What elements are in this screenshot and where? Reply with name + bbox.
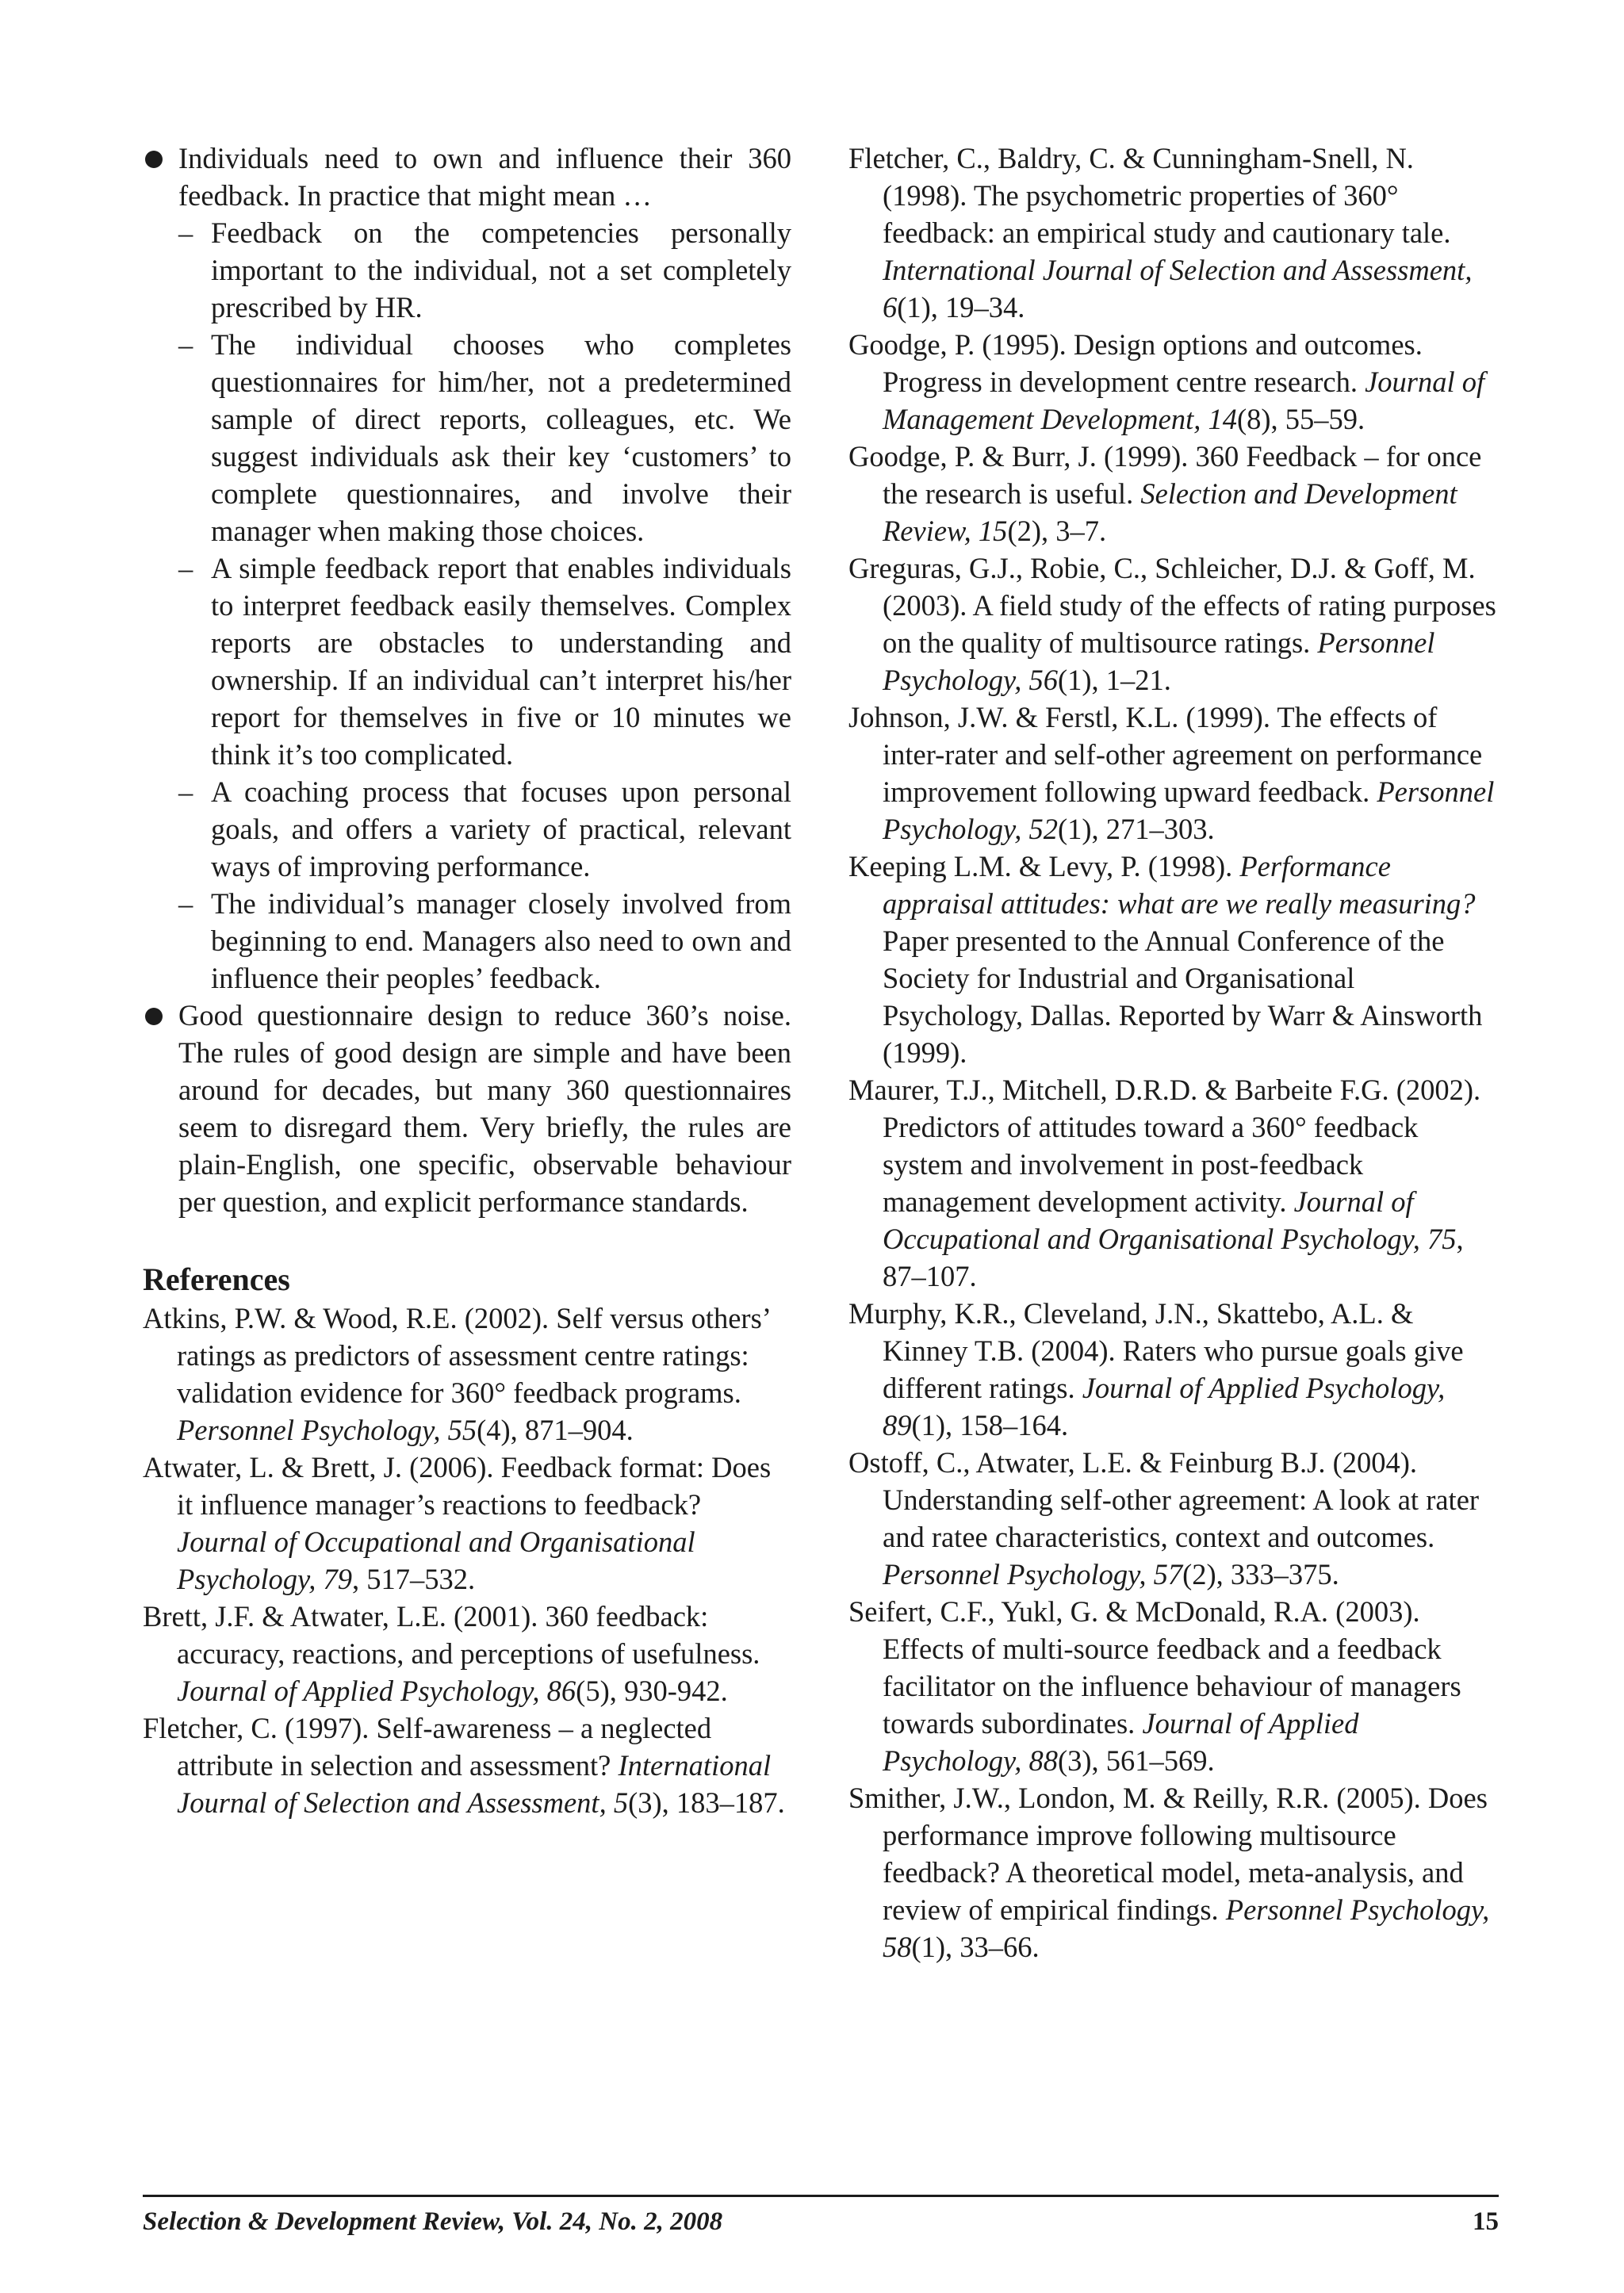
sub-item [143,214,791,326]
reference-text: Keeping L.M. & Levy, P. (1998). [848,850,1240,882]
reference-entry [848,326,1499,438]
reference-entry [848,848,1499,1071]
reference-entry [848,438,1499,549]
reference-source: Journal of Occupational and Organisational Psychology, 79 [177,1525,695,1595]
sub-item-text: A simple feedback report that enables individuals to interpret feedback easily themselves. Complex reports are obstacles to understanding and ownership. If an individual can’t interpret his/her report for themselves in five or 10 minutes we think it’s too complicated. [211,552,791,771]
right-column [848,140,1499,1966]
reference-pages: (5), 930-942. [576,1675,728,1707]
footer-journal-title: Selection & Development Review, Vol. 24, No. 2, 2008 [143,2207,723,2236]
reference-source: Selection and Development Review, 15 [883,477,1457,547]
reference-pages: (4), 871–904. [477,1414,634,1446]
dash-mark: – [178,216,193,249]
reference-entry [848,1071,1499,1295]
reference-entry [848,1779,1499,1966]
reference-pages: (1), 1–21. [1057,664,1171,696]
dash-mark: – [178,328,193,361]
reference-entry [848,1295,1499,1444]
reference-source: Journal of Management Development, 14 [883,366,1485,435]
reference-source: Journal of Applied Psychology, 88 [883,1707,1359,1777]
reference-source: Personnel Psychology, 56 [883,626,1435,696]
reference-text: Johnson, J.W. & Ferstl, K.L. (1999). The effects of inter-rater and self-other agreement on performance improvement following upward feedback. [848,701,1483,808]
reference-source: International Journal of Selection and Assessment, 6 [883,254,1473,323]
reference-text: Goodge, P. & Burr, J. (1999). 360 Feedback – for once the research is useful. [848,440,1482,510]
reference-source: Personnel Psychology, 57 [883,1558,1183,1591]
reference-text: Ostoff, C., Atwater, L.E. & Feinburg B.J. (2004). Understanding self-other agreement: A look at rater and ratee characteristics, context and outcomes. [848,1446,1480,1553]
reference-pages: , 87–107. [883,1223,1464,1292]
bullet-dot-icon [145,151,163,168]
reference-text: Murphy, K.R., Cleveland, J.N., Skattebo, A.L. & Kinney T.B. (2004). Raters who pursue goals give different ratings. [848,1297,1464,1404]
reference-text: Atkins, P.W. & Wood, R.E. (2002). Self versus others’ ratings as predictors of assessment centre ratings: validation evidence for 360° feedback programs. [143,1302,770,1409]
reference-pages: Paper presented to the Annual Conference of the Society for Industrial and Organisational Psychology, Dallas. Reported by Warr & Ainsworth (1999). [883,924,1483,1069]
reference-text: Smither, J.W., London, M. & Reilly, R.R. (2005). Does performance improve following multisource feedback? A theoretical model, meta-analysis, and review of empirical findings. [848,1782,1488,1926]
reference-text: Fletcher, C. (1997). Self-awareness – a neglected attribute in selection and assessment? [143,1712,712,1782]
sub-item [143,885,791,997]
reference-text: Goodge, P. (1995). Design options and outcomes. Progress in development centre research. [848,328,1423,398]
sub-item-text: A coaching process that focuses upon personal goals, and offers a variety of practical, relevant ways of improving performance. [211,775,791,882]
left-column [143,140,791,1821]
bullet-item [143,140,791,214]
reference-text: Maurer, T.J., Mitchell, D.R.D. & Barbeite F.G. (2002). Predictors of attitudes toward a 360° feedback system and involvement in post-feedback management development activity. [848,1074,1481,1218]
reference-pages: (3), 561–569. [1057,1744,1215,1777]
reference-source: Personnel Psychology, 52 [883,775,1495,845]
reference-pages: (2), 333–375. [1182,1558,1339,1591]
sub-item [143,326,791,549]
bullet-item [143,997,791,1220]
reference-entry [143,1709,791,1821]
sub-item-text: The individual’s manager closely involved from beginning to end. Managers also need to own and influence their peoples’ feedback. [211,887,791,994]
reference-pages: , 517–532. [351,1563,476,1595]
sub-item [143,549,791,773]
reference-entry [848,140,1499,326]
reference-text: Atwater, L. & Brett, J. (2006). Feedback format: Does it influence manager’s reactions to feedback? [143,1451,772,1521]
reference-pages: (1), 19–34. [897,291,1025,323]
bullet-dot-icon [145,1008,163,1025]
reference-pages: (1), 158–164. [911,1409,1069,1441]
bullet-text: Good questionnaire design to reduce 360’s noise. The rules of good design are simple and have been around for decades, but many 360 questionnaires seem to disregard them. Very briefly, the rules are plain-English, one specific, observable behaviour per question, and explicit performance standards. [178,999,791,1218]
reference-entry [848,549,1499,699]
reference-pages: (8), 55–59. [1236,403,1365,435]
reference-entry [143,1598,791,1709]
reference-text: Greguras, G.J., Robie, C., Schleicher, D.J. & Goff, M. (2003). A field study of the effects of rating purposes on the quality of multisource ratings. [848,552,1496,659]
reference-pages: (1), 271–303. [1057,813,1215,845]
sub-item [143,773,791,885]
dash-mark: – [178,775,193,808]
dash-mark: – [178,887,193,920]
references-heading: References [143,1261,290,1297]
reference-entry [143,1449,791,1598]
reference-text: Brett, J.F. & Atwater, L.E. (2001). 360 feedback: accuracy, reactions, and perceptions of usefulness. [143,1600,760,1670]
reference-source: Journal of Applied Psychology, 86 [177,1675,576,1707]
reference-pages: (2), 3–7. [1007,515,1107,547]
reference-source: Performance appraisal attitudes: what are we really measuring? [883,850,1476,920]
reference-text: Fletcher, C., Baldry, C. & Cunningham-Snell, N. (1998). The psychometric properties of 360° feedback: an empirical study and cautionary tale. [848,142,1451,249]
reference-entry [848,699,1499,848]
reference-entry [143,1300,791,1449]
sub-item-text: The individual chooses who completes questionnaires for him/her, not a predetermined sample of direct reports, colleagues, etc. We suggest individuals ask their key ‘customers’ to complete questionnaires, and involve their manager when making those choices. [211,328,791,547]
reference-source: Personnel Psychology, 58 [883,1893,1490,1963]
bullet-text: Individuals need to own and influence their 360 feedback. In practice that might mean … [178,142,791,212]
reference-source: Personnel Psychology, 55 [177,1414,477,1446]
dash-mark: – [178,552,193,584]
reference-pages: (3), 183–187. [628,1786,785,1819]
reference-text: Seifert, C.F., Yukl, G. & McDonald, R.A. (2003). Effects of multi-source feedback and a feedback facilitator on the influence behaviour of managers towards subordinates. [848,1595,1461,1740]
footer-divider [143,2195,1499,2197]
reference-entry [848,1593,1499,1779]
page-number: 15 [1473,2207,1499,2236]
reference-entry [848,1444,1499,1593]
reference-source: Journal of Applied Psychology, 89 [883,1372,1446,1441]
reference-source: International Journal of Selection and Assessment, 5 [177,1749,772,1819]
reference-pages: (1), 33–66. [911,1931,1040,1963]
reference-source: Journal of Occupational and Organisational Psychology, 75 [883,1185,1457,1255]
sub-item-text: Feedback on the competencies personally important to the individual, not a set completely prescribed by HR. [211,216,791,323]
